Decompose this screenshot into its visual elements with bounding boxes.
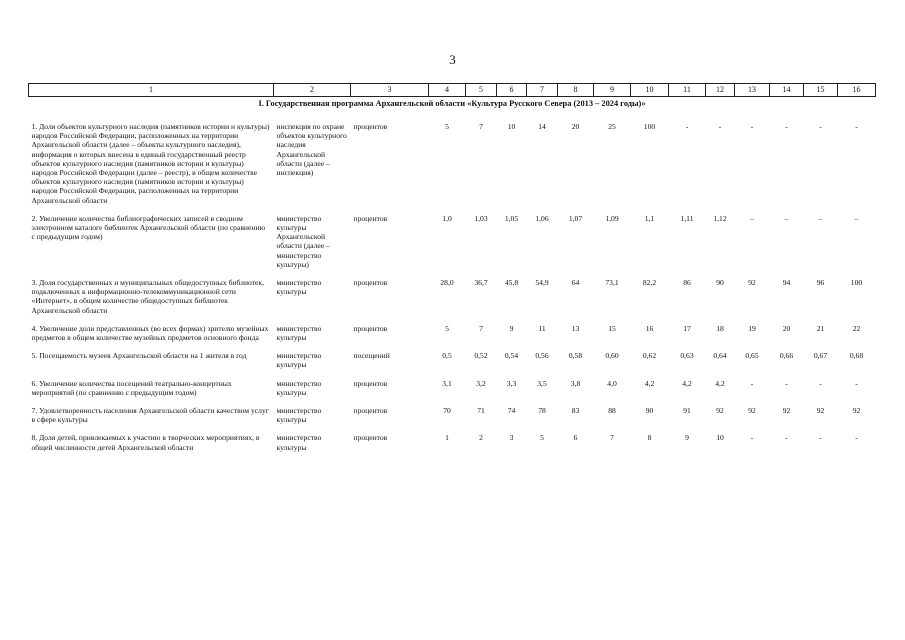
value-cell: 3	[509, 433, 514, 443]
value-cell: 0,60	[605, 351, 619, 361]
value-cell: 92	[748, 406, 756, 416]
value-cell: 54,9	[535, 278, 549, 288]
value-cell: 70	[443, 406, 451, 416]
value-cell: 82,2	[642, 278, 657, 288]
table-row	[29, 324, 876, 342]
table-row	[29, 433, 876, 451]
value-cell: 28,0	[440, 278, 454, 288]
value-cell: 11	[538, 323, 546, 333]
column-number-row	[29, 84, 876, 97]
value-cell: -	[750, 122, 754, 131]
value-cell: 1,0	[442, 213, 452, 223]
table-row	[29, 278, 876, 315]
value-cell: 18	[716, 323, 724, 333]
indicator-name-cell: 1. Доля объектов культурного наследия (памятников истории и культуры) народов Российской Федерации, расположенных на территории Архангельской области (далее – объекты культурного наследия), информация о которых внесена в единый государственный реестр объектов культурного наследия (памятников истории и культуры) народов Российской Федерации (далее – реестр), в общем количестве объектов культурного наследия (памятников истории и культуры) народов Российской Федерации, расположенных на территории Архангельской области	[31, 122, 270, 205]
column-number-header: 8	[558, 84, 594, 97]
column-number-header: 2	[274, 84, 351, 97]
value-cell: 3,5	[537, 378, 547, 388]
indicator-name-cell: 6. Увеличение количества посещений театрально-концертных мероприятий (по сравнению с предыдущим годом)	[31, 378, 232, 397]
value-cell: 20	[782, 323, 791, 333]
value-cell: 13	[571, 323, 580, 333]
column-number-header: 4	[429, 84, 466, 97]
value-cell: 3,1	[442, 378, 452, 388]
value-cell: 96	[816, 278, 825, 288]
value-cell: 1,05	[504, 213, 519, 223]
value-cell: –	[784, 213, 789, 223]
indicators-table	[28, 83, 876, 452]
value-cell: 1,12	[713, 213, 727, 223]
responsible-cell: министерство культуры	[276, 406, 322, 425]
value-cell: 0,58	[568, 351, 583, 361]
value-cell: 1,03	[474, 213, 488, 223]
value-cell: 0,5	[442, 351, 452, 361]
value-cell: 4,2	[644, 378, 655, 388]
row-spacer-cell	[29, 397, 876, 406]
value-cell: 1,07	[568, 213, 583, 223]
value-cell: 22	[852, 323, 861, 333]
value-cell: -	[819, 433, 822, 443]
value-cell: 20	[571, 122, 580, 131]
value-cell: 1	[445, 433, 449, 443]
value-cell: 91	[683, 406, 691, 416]
value-cell: -	[685, 122, 689, 131]
value-cell: 4,0	[607, 378, 617, 388]
column-number-header: 3	[351, 84, 429, 97]
indicator-name-cell: 3. Доля государственных и муниципальных общедоступных библиотек, подключенных к информационно-телекоммуникационной сети «Интернет», в общем количестве общедоступных библиотек Архангельской области	[31, 278, 265, 315]
page-number: 3	[449, 52, 456, 67]
value-cell: 10	[507, 122, 516, 131]
value-cell: 3,3	[506, 378, 517, 388]
table-row	[29, 122, 876, 205]
value-cell: 36,7	[474, 278, 488, 288]
value-cell: 64	[571, 278, 580, 288]
value-cell: 25	[608, 122, 616, 131]
table-row	[29, 379, 876, 397]
value-cell: 100	[850, 278, 863, 288]
unit-cell: процентов	[353, 278, 388, 288]
value-cell: 0,68	[849, 351, 864, 361]
responsible-cell: министерство культуры	[276, 323, 322, 343]
responsible-cell: министерство культуры	[276, 351, 322, 370]
unit-cell: процентов	[353, 122, 388, 131]
value-cell: 45,8	[504, 278, 519, 288]
responsible-cell: инспекция по охране объектов культурного наследия Архангельской области (далее – инспекция)	[276, 122, 347, 178]
value-cell: 92	[748, 278, 756, 288]
responsible-cell: министерство культуры	[276, 433, 322, 452]
section-row	[29, 97, 876, 114]
value-cell: 73,1	[605, 278, 619, 288]
value-cell: 1,1	[644, 213, 655, 223]
value-cell: 17	[683, 323, 691, 333]
value-cell: 19	[748, 323, 756, 333]
column-number-header: 15	[804, 84, 838, 97]
unit-cell: процентов	[353, 433, 388, 443]
column-number-header: 7	[527, 84, 558, 97]
value-cell: 74	[507, 406, 516, 416]
row-spacer	[29, 424, 876, 433]
value-cell: -	[750, 433, 754, 443]
value-cell: 0,65	[745, 351, 759, 361]
value-cell: 0,63	[680, 351, 694, 361]
value-cell: -	[855, 378, 858, 388]
value-cell: 9	[685, 433, 689, 443]
value-cell: 8	[647, 433, 652, 443]
value-cell: 2	[479, 433, 483, 443]
value-cell: -	[785, 378, 788, 388]
table-row	[29, 406, 876, 424]
responsible-cell: министерство культуры Архангельской области (далее – министерство культуры)	[276, 213, 330, 269]
value-cell: 1,11	[680, 213, 694, 223]
row-spacer	[29, 315, 876, 324]
value-cell: 100	[643, 122, 656, 131]
value-cell: 94	[782, 278, 791, 288]
indicator-name-cell: 2. Увеличение количества библиографических записей в сводном электронном каталоге библиотек Архангельской области (по сравнению с предыдущим годом)	[31, 213, 266, 242]
value-cell: 15	[608, 323, 616, 333]
unit-cell: посещений	[353, 351, 390, 361]
row-spacer	[29, 397, 876, 406]
value-cell: –	[750, 213, 754, 223]
value-cell: 3,8	[570, 378, 581, 388]
row-spacer	[29, 113, 876, 122]
value-cell: 0,67	[813, 351, 828, 361]
value-cell: 5	[445, 323, 449, 333]
row-spacer-cell	[29, 315, 876, 324]
row-spacer	[29, 269, 876, 278]
unit-cell: процентов	[353, 378, 388, 388]
value-cell: 5	[445, 122, 449, 131]
column-number-header: 9	[594, 84, 631, 97]
value-cell: 0,62	[642, 351, 657, 361]
value-cell: 92	[852, 406, 861, 416]
value-cell: 0,54	[504, 351, 519, 361]
value-cell: 83	[571, 406, 580, 416]
responsible-cell: министерство культуры	[276, 278, 322, 297]
row-spacer-cell	[29, 113, 876, 122]
value-cell: -	[718, 122, 722, 131]
value-cell: 92	[816, 406, 825, 416]
value-cell: 86	[683, 278, 691, 288]
value-cell: 21	[816, 323, 825, 333]
value-cell: 6	[573, 433, 578, 443]
value-cell: -	[855, 122, 858, 131]
indicator-name-cell: 8. Доля детей, привлекаемых к участию в творческих мероприятиях, в общей численности детей Архангельской области	[31, 433, 260, 452]
value-cell: -	[785, 433, 788, 443]
value-cell: 9	[509, 323, 514, 333]
unit-cell: процентов	[353, 323, 388, 333]
value-cell: 0,66	[779, 351, 794, 361]
unit-cell: процентов	[353, 406, 388, 416]
value-cell: 7	[479, 122, 483, 131]
value-cell: -	[819, 378, 822, 388]
column-number-header: 10	[631, 84, 669, 97]
indicator-name-cell: 7. Удовлетворенность населения Архангельской области качеством услуг в сфере культуры	[31, 406, 269, 425]
indicator-name-cell: 4. Увеличение доли представленных (во всех формах) зрителю музейных предметов в общем количестве музейных предметов основного фонда	[31, 323, 269, 343]
value-cell: –	[818, 213, 823, 223]
indicator-name-cell: 5. Посещаемость музеев Архангельской области на 1 жителя в год	[31, 351, 247, 361]
column-number-header: 13	[735, 84, 770, 97]
table-row	[29, 351, 876, 369]
row-spacer-cell	[29, 424, 876, 433]
value-cell: 78	[538, 406, 546, 416]
column-number-header: 12	[706, 84, 735, 97]
value-cell: 0,56	[535, 351, 549, 361]
value-cell: –	[854, 213, 859, 223]
table-row	[29, 214, 876, 269]
value-cell: 0,64	[713, 351, 727, 361]
row-spacer-cell	[29, 205, 876, 214]
row-spacer	[29, 370, 876, 379]
value-cell: 1,09	[605, 213, 619, 223]
column-number-header: 6	[497, 84, 527, 97]
value-cell: 7	[479, 323, 483, 333]
value-cell: 5	[540, 433, 544, 443]
value-cell: 92	[782, 406, 791, 416]
value-cell: 0,52	[474, 351, 488, 361]
column-number-header: 16	[838, 84, 876, 97]
value-cell: 3,2	[476, 378, 486, 388]
value-cell: 90	[716, 278, 724, 288]
value-cell: -	[855, 433, 858, 443]
value-cell: 88	[608, 406, 616, 416]
responsible-cell: министерство культуры	[276, 378, 322, 397]
row-spacer	[29, 205, 876, 214]
row-spacer	[29, 342, 876, 351]
unit-cell: процентов	[353, 213, 388, 223]
section-title: I. Государственная программа Архангельской области «Культура Русского Севера (2013 – 2024 годы)»	[258, 99, 646, 108]
row-spacer-cell	[29, 342, 876, 351]
value-cell: 4,2	[715, 378, 725, 388]
value-cell: 14	[538, 122, 546, 131]
value-cell: -	[785, 122, 788, 131]
value-cell: -	[819, 122, 822, 131]
value-cell: 7	[610, 433, 614, 443]
value-cell: 90	[645, 406, 654, 416]
value-cell: 16	[645, 323, 654, 333]
row-spacer-cell	[29, 269, 876, 278]
value-cell: 4,2	[682, 378, 692, 388]
value-cell: -	[750, 378, 754, 388]
column-number-header: 5	[466, 84, 497, 97]
value-cell: 92	[716, 406, 724, 416]
value-cell: 10	[716, 433, 724, 443]
row-spacer-cell	[29, 370, 876, 379]
value-cell: 1,06	[535, 213, 549, 223]
value-cell: 71	[477, 406, 485, 416]
column-number-header: 11	[669, 84, 706, 97]
column-number-header: 14	[770, 84, 804, 97]
column-number-header: 1	[29, 84, 274, 97]
